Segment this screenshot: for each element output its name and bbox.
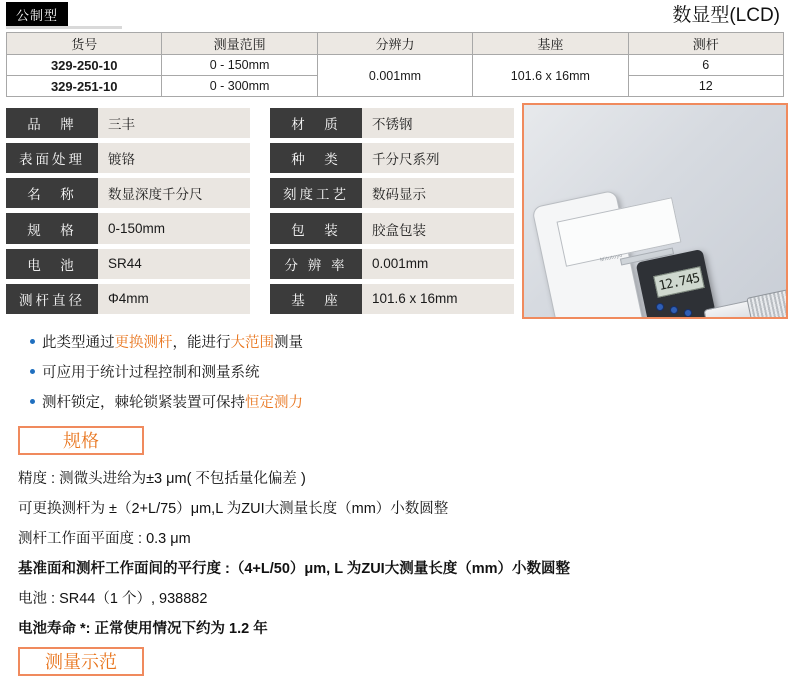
- spacer: [250, 213, 270, 243]
- attr-label-scale-tech: 刻度工艺: [270, 178, 362, 208]
- attr-label-resolution: 分 辨 率: [270, 249, 362, 279]
- list-item: [30, 391, 790, 412]
- table-row: [7, 55, 784, 76]
- attr-value-base: 101.6 x 16mm: [362, 284, 514, 314]
- spec-line: 电池 : SR44（1 个）, 938882: [18, 591, 208, 607]
- attr-value-category: 千分尺系列: [362, 143, 514, 173]
- attr-value-name: 数显深度千分尺: [98, 178, 250, 208]
- cell-base: 101.6 x 16mm: [473, 55, 628, 97]
- attr-value-packaging: 胶盒包装: [362, 213, 514, 243]
- attr-value-scale-tech: 数码显示: [362, 178, 514, 208]
- brand-imprint: Mitutoyo: [599, 252, 624, 264]
- bullet-text: ，能进行: [172, 335, 231, 351]
- attr-value-surface: 镀铬: [98, 143, 250, 173]
- attr-label-material: 材 质: [270, 108, 362, 138]
- metric-type-tag: 公制型: [6, 2, 68, 28]
- column-header-base: 基座: [473, 33, 628, 55]
- spacer: [250, 284, 270, 314]
- attr-value-rod-diameter: Φ4mm: [98, 284, 250, 314]
- cell-code: 329-250-10: [7, 55, 162, 76]
- bullet-text-highlight: 更换测杆: [114, 335, 173, 351]
- lcd-display: 12.745: [653, 266, 705, 297]
- product-photo: [522, 103, 788, 319]
- column-header-rod: 测杆: [628, 33, 783, 55]
- column-header-range: 测量范围: [162, 33, 317, 55]
- spacer: [250, 249, 270, 279]
- attr-value-battery: SR44: [98, 249, 250, 279]
- button-icon: [656, 303, 664, 311]
- column-header-code: 货号: [7, 33, 162, 55]
- bullet-text-highlight: 大范围: [230, 335, 274, 351]
- column-header-resolution: 分辨力: [317, 33, 472, 55]
- spec-line: 可更换测杆为 ±（2+L/75）μm,L 为ZUI大测量长度（mm）小数圆整: [18, 501, 449, 517]
- attribute-row: [6, 143, 514, 173]
- attribute-row: [6, 284, 514, 314]
- spec-line: 电池寿命 *: 正常使用情况下约为 1.2 年: [18, 621, 268, 637]
- attr-label-base: 基 座: [270, 284, 362, 314]
- attr-label-rod-diameter: 测杆直径: [6, 284, 98, 314]
- model-spec-table: [6, 32, 784, 97]
- spec-line: 测杆工作面平面度 : 0.3 μm: [18, 531, 191, 547]
- attr-label-battery: 电 池: [6, 249, 98, 279]
- cell-range: 0 - 150mm: [162, 55, 317, 76]
- attribute-row: [6, 108, 514, 138]
- attribute-row: [6, 178, 514, 208]
- cell-rod: 6: [628, 55, 783, 76]
- attributes-and-photo: [6, 103, 784, 319]
- cell-rod: 12: [628, 76, 783, 97]
- attr-value-spec: 0-150mm: [98, 213, 250, 243]
- spacer: [250, 178, 270, 208]
- attr-value-resolution: 0.001mm: [362, 249, 514, 279]
- spacer: [250, 143, 270, 173]
- bullet-text-highlight: 恒定测力: [245, 395, 303, 411]
- cell-resolution: 0.001mm: [317, 55, 472, 97]
- micrometer-thimble: [746, 289, 788, 319]
- bullet-text: 此类型通过: [42, 335, 115, 351]
- page-title: 数显型(LCD): [672, 5, 780, 26]
- section-heading-demo: 测量示范: [18, 647, 144, 676]
- attribute-row: [6, 213, 514, 243]
- list-item: [30, 361, 790, 382]
- section-heading-spec: 规格: [18, 426, 144, 455]
- attr-label-surface: 表面处理: [6, 143, 98, 173]
- header-rule: [6, 26, 122, 29]
- spec-detail-list: [18, 467, 790, 638]
- attr-value-material: 不锈钢: [362, 108, 514, 138]
- bullet-text: 测杆锁定，棘轮锁紧装置可保持: [42, 395, 245, 411]
- cell-range: 0 - 300mm: [162, 76, 317, 97]
- bullet-text: 可应用于统计过程控制和测量系统: [42, 365, 260, 381]
- button-icon: [664, 318, 672, 319]
- attr-value-brand: 三丰: [98, 108, 250, 138]
- spacer: [250, 108, 270, 138]
- button-icon: [684, 309, 692, 317]
- attr-label-name: 名 称: [6, 178, 98, 208]
- page-header: [0, 0, 790, 30]
- feature-bullet-list: [0, 331, 790, 412]
- bullet-text: 测量: [274, 335, 303, 351]
- attr-label-brand: 品 牌: [6, 108, 98, 138]
- table-header-row: [7, 33, 784, 55]
- attributes-table: [6, 103, 514, 319]
- button-icon: [670, 306, 678, 314]
- attr-label-packaging: 包 装: [270, 213, 362, 243]
- cell-code: 329-251-10: [7, 76, 162, 97]
- attr-label-spec: 规 格: [6, 213, 98, 243]
- list-item: [30, 331, 790, 352]
- spec-line: 基准面和测杆工作面间的平行度 :（4+L/50）μm, L 为ZUI大测量长度（mm）小数圆整: [18, 561, 570, 577]
- attr-label-category: 种 类: [270, 143, 362, 173]
- spec-line: 精度 : 测微头进给为±3 μm( 不包括量化偏差 ): [18, 471, 306, 487]
- attribute-row: [6, 249, 514, 279]
